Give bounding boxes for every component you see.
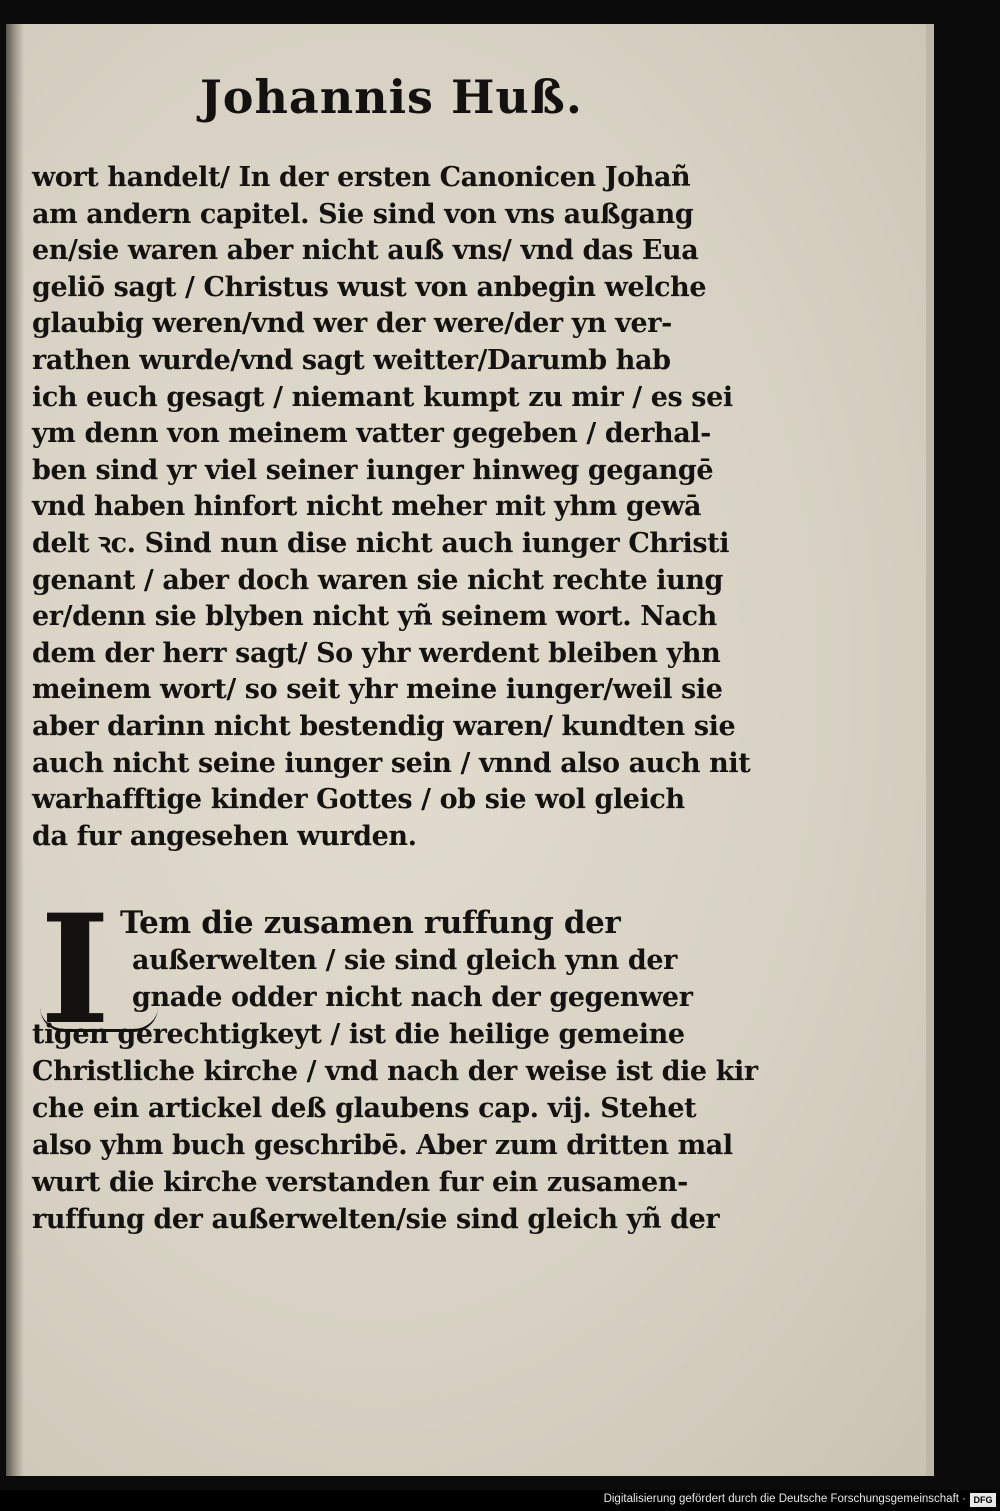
section-line: außerwelten / sie sind gleich ynn der — [132, 945, 677, 976]
text-line: er/denn sie blyben nicht yñ seinem wort. Nach — [32, 601, 717, 633]
dfg-logo: DFG — [970, 1493, 996, 1507]
page-gutter — [6, 24, 24, 1476]
section-line: ruffung der außerwelten/sie sind gleich yñ der — [32, 1204, 720, 1235]
text-line: am andern capitel. Sie sind von vns außgang — [32, 198, 694, 230]
main-text-block — [32, 160, 751, 855]
running-head: Johannis Huß. — [200, 70, 583, 124]
decorated-initial — [40, 882, 150, 1058]
funding-credit: Digitalisierung gefördert durch die Deutsche Forschungsgemeinschaft · — [603, 1493, 966, 1505]
text-line: da fur angesehen wurden. — [32, 820, 417, 852]
section-line: Tem die zusamen ruffung der — [120, 905, 621, 941]
section-paragraph — [32, 882, 758, 1238]
section-line: Christliche kirche / vnd nach der weise ist die kir — [32, 1056, 758, 1087]
text-line: ben sind yr viel seiner iunger hinweg gegangē — [32, 454, 714, 486]
text-line: ich euch gesagt / niemant kumpt zu mir / es sei — [32, 381, 733, 413]
page-edge — [926, 24, 934, 1476]
text-line: glaubig weren/vnd wer der were/der yn ver- — [32, 308, 672, 340]
section-line: tigen gerechtigkeyt / ist die heilige gemeine — [32, 1019, 685, 1050]
text-line: wort handelt/ In der ersten Canonicen Johañ — [32, 162, 691, 193]
text-line: genant / aber doch waren sie nicht rechte iung — [32, 564, 724, 596]
initial-letter: I — [40, 882, 111, 1058]
text-line: ym denn von meinem vatter gegeben / derhal- — [32, 418, 711, 450]
text-line: auch nicht seine iunger sein / vnnd also auch nit — [32, 747, 751, 779]
text-line: geliō sagt / Christus wust von anbegin welche — [32, 271, 707, 303]
initial-flourish — [40, 1007, 158, 1032]
text-line: vnd haben hinfort nicht meher mit yhm gewā — [32, 491, 702, 523]
text-line: en/sie waren aber nicht auß vns/ vnd das Eua — [32, 235, 699, 267]
text-line: meinem wort/ so seit yhr meine iunger/weil sie — [32, 674, 723, 706]
text-line: warhafftige kinder Gottes / ob sie wol gleich — [32, 784, 685, 816]
section-line: che ein artickel deß glaubens cap. vij. Stehet — [32, 1093, 697, 1124]
section-line: also yhm buch geschribē. Aber zum dritten mal — [32, 1130, 733, 1161]
text-line: aber darinn nicht bestendig waren/ kundten sie — [32, 710, 736, 742]
section-line: wurt die kirche verstanden fur ein zusamen- — [32, 1167, 688, 1198]
text-line: rathen wurde/vnd sagt weitter/Darumb hab — [32, 344, 671, 376]
text-line: delt ꝛc. Sind nun dise nicht auch iunger Christi — [32, 527, 730, 559]
text-line: dem der herr sagt/ So yhr werdent bleiben yhn — [32, 637, 721, 669]
section-line: gnade odder nicht nach der gegenwer — [132, 982, 693, 1013]
